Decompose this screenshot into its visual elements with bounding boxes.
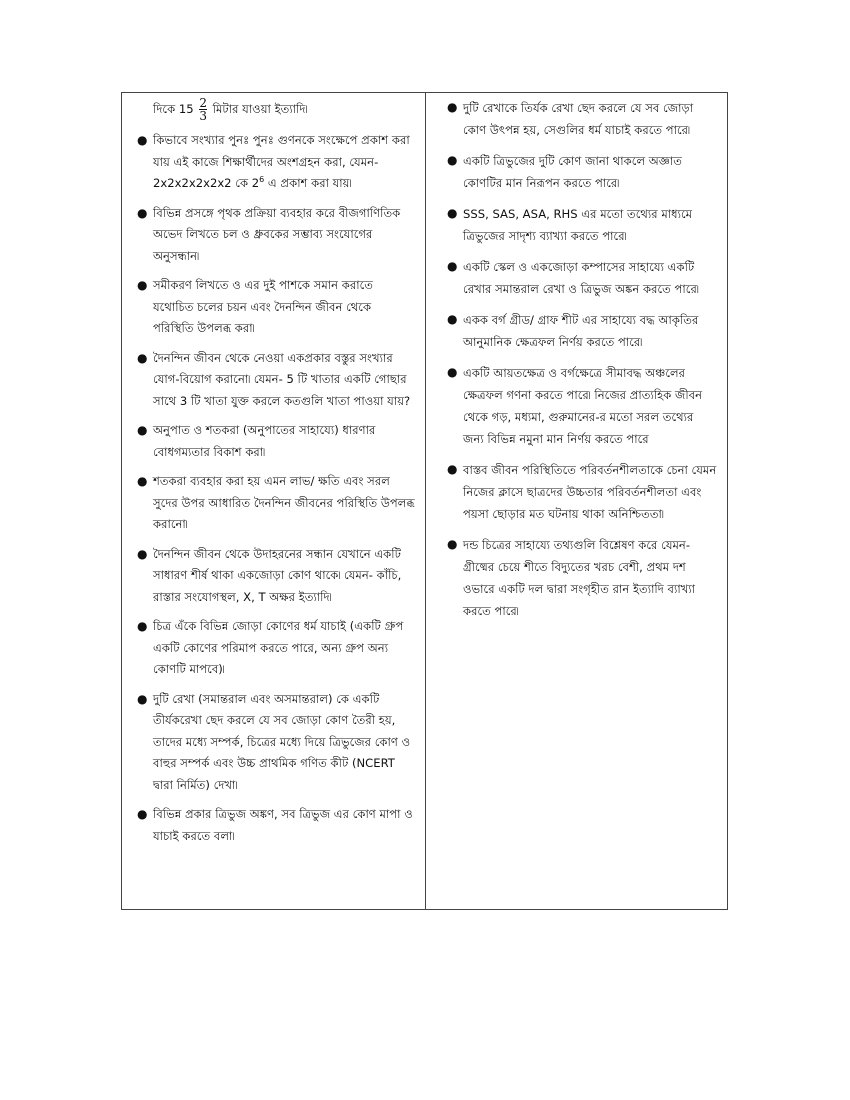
bullet-icon: ● [447,537,458,551]
exponent: 6 [259,175,265,185]
continuation-line [130,97,415,122]
list-item: ● বিভিন্ন প্রকার ত্রিভুজ অঙ্কণ, সব ত্রিভুজ এর কোণ মাপা ও যাচাই করতে বলা৷ [130,804,415,847]
bullet-icon: ● [447,206,458,220]
list-item: ● বাস্তব জীবন পরিস্থিতিতে পরিবর্তনশীলতাকে চেনা যেমন নিজের ক্লাসে ছাত্রদের উচ্চতার পরিবর্তনশীলতা এবং পয়সা ছোড়ার মত ঘটনায় থাকা অনিশ্চিততা৷ [440,459,717,525]
bullet-icon: ● [137,133,148,147]
bullet-icon: ● [447,462,458,476]
list-item: ● দৈনন্দিন জীবন থেকে উদাহরনের সন্ধান যেখানে একটি সাধারণ শীর্ষ থাকা একজোড়া কোণ থাকে৷ যেমন- কাঁচি, রাস্তার সংযোগস্থল, X, T অক্ষর ইত্যাদি৷ [130,544,415,609]
list-item: ● দন্ড চিত্রের সাহায্যে তথ্যগুলি বিশ্লেষণ করে যেমন- গ্রীষ্মের চেয়ে শীতে বিদ্যুতের খরচ বেশী, প্রথম দশ ওভারে একটি দল দ্বারা সংগৃহীত রান ইত্যাদি ব্যাখ্যা করতে পারে৷ [440,534,717,622]
list-item: ● কিভাবে সংখ্যার পুনঃ পুনঃ গুণনকে সংক্ষেপে প্রকাশ করা যায় এই কাজে শিক্ষার্থীদের অংশগ্রহন করা, যেমন- 2x2x2x2x2x2 কে $2^6$ এ প্রকাশ করা যায়৷ [130,130,415,195]
bullet-icon: ● [137,691,148,706]
list-item: ● বিভিন্ন প্রসঙ্গে পৃথক প্রক্রিয়া ব্যবহার করে বীজগাণিতিক অভেদ লিখতে চল ও ধ্রুবকের সম্ভাব্য সংযোগের অনুসন্ধান৷ [130,203,415,268]
continuation-suffix: মিটার যাওয়া ইত্যাদি৷ [212,102,308,116]
fraction [199,97,207,122]
fraction-denominator: 3 [199,109,207,123]
bullet-icon: ● [137,619,148,633]
list-item: ● অনুপাত ও শতকরা (অনুপাতের সাহায্যে) ধারণার বোধগম্যতার বিকাশ করা৷ [130,420,415,463]
bullet-icon: ● [137,546,148,561]
continuation-prefix: দিকে 15 [153,102,194,116]
list-item: ● চিত্র এঁকে বিভিন্ন জোড়া কোণের ধর্ম যাচাই (একটি গ্রুপ একটি কোণের পরিমাপ করতে পারে, অন্য গ্রুপ অন্য কোণটি মাপবে)৷ [130,616,415,681]
bullet-icon: ● [137,474,148,488]
bullet-icon: ● [137,807,148,821]
bullet-icon: ● [447,259,458,273]
list-item: ● সমীকরণ লিখতে ও এর দুই পাশকে সমান করাতে যথোচিত চলের চয়ন এবং দৈনন্দিন জীবন থেকে পরিস্থিতি উপলব্ধ করা৷ [130,275,415,340]
list-item: ● একটি ত্রিভুজের দুটি কোণ জানা থাকলে অজ্ঞাত কোণটির মান নিরূপন করতে পারে৷ [440,150,717,194]
list-item: ● একটি আয়তক্ষেত্র ও বর্গক্ষেত্রে সীমাবদ্ধ অঞ্চলের ক্ষেত্রফল গণনা করতে পারে৷ নিজের প্রাত্যহিক জীবন থেকে গড়, মধ্যমা, গুরুমানের-র মতো সরল তথ্যের জন্য বিভিন্ন নমুনা মান নির্ণয় করতে পারে [440,362,717,450]
list-item: ● দুটি রেখাকে তির্যক রেখা ছেদ করলে যে সব জোড়া কোণ উৎপন্ন হয়, সেগুলির ধর্ম যাচাই করতে পারে৷ [440,97,717,141]
left-bullet-list [130,130,415,847]
list-item: ● SSS, SAS, ASA, RHS এর মতো তথ্যের মাধ্যমে ত্রিভুজের সাদৃশ্য ব্যাখ্যা করতে পারে৷ [440,203,717,247]
list-item: ● শতকরা ব্যবহার করা হয় এমন লাভ/ ক্ষতি এবং সরল সুদের উপর আধারিত দৈনন্দিন জীবনের পরিস্থিতি উপলব্ধ করানো৷ [130,471,415,536]
bullet-icon: ● [447,312,458,326]
fraction-numerator: 2 [199,96,207,110]
bullet-icon: ● [137,278,148,292]
right-column [426,93,727,909]
list-item: ● একক বর্গ গ্রীড/ গ্রাফ শীট এর সাহায্যে বদ্ধ আকৃতির আনুমানিক ক্ষেত্রফল নির্ণয় করতে পারে৷ [440,309,717,353]
bullet-icon: ● [447,365,458,379]
curriculum-table [121,92,728,910]
list-item: ● দুটি রেখা (সমান্তরাল এবং অসমান্তরাল) কে একটি তীর্যকরেখা ছেদ করলে যে সব জোড়া কোণ তৈরী হয়, তাদের মধ্যে সম্পর্ক, চিত্রের মধ্যে দিয়ে ত্রিভুজের কোণ ও বাহুর সম্পর্ক এবং উচ্চ প্রাথমিক গণিত কীট (NCERT দ্বারা নির্মিত) দেখা৷ [130,689,415,797]
bullet-icon: ● [137,423,148,437]
bullet-icon: ● [447,100,458,114]
bullet-icon: ● [137,350,148,365]
left-column [122,93,426,909]
right-bullet-list [440,97,717,622]
bullet-icon: ● [447,153,458,167]
list-item: ● একটি স্কেল ও একজোড়া কম্পাসের সাহায্যে একটি রেখার সমান্তরাল রেখা ও ত্রিভুজ অঙ্কন করতে পারে৷ [440,256,717,300]
list-item: ● দৈনন্দিন জীবন থেকে নেওয়া একপ্রকার বস্তুর সংখ্যার যোগ-বিয়োগ করানো৷ যেমন- 5 টি খাতার একটি গোছার সাথে 3 টি খাতা যুক্ত করলে কতগুলি খাতা পাওয়া যায়? [130,348,415,413]
bullet-icon: ● [137,205,148,220]
